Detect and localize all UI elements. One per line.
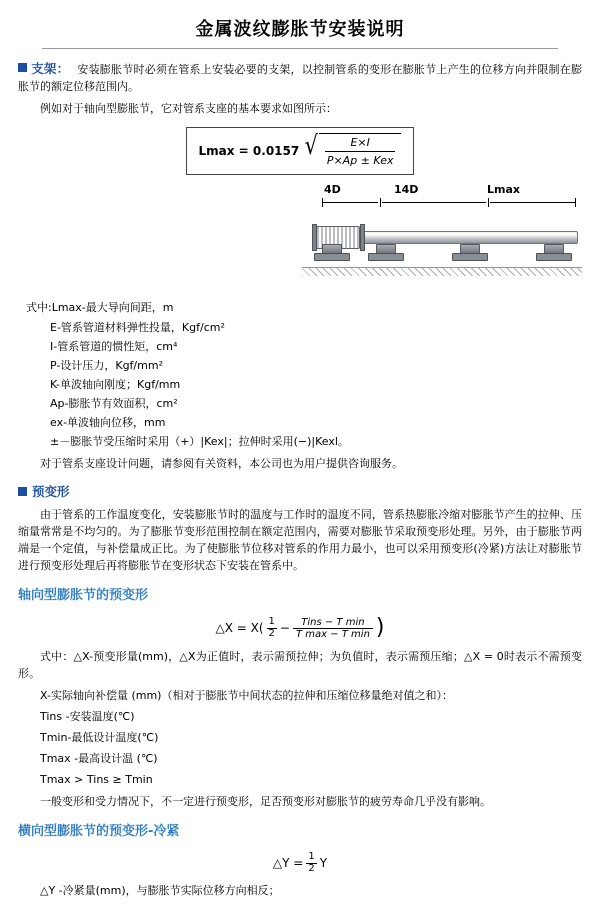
axial-eq-rhs: ) — [375, 615, 385, 641]
axial-subsection-heading: 轴向型膨胀节的预变形 — [18, 588, 149, 604]
axial-eq-temp-fraction — [293, 617, 373, 640]
figure-label-lmax: Lmax — [487, 183, 520, 197]
support-service-note: 对于管系支座设计问题，请参阅有关资料，本公司也为用户提供咨询服务。 — [40, 456, 403, 470]
symbol-legend — [26, 299, 582, 449]
lateral-predeform-equation — [18, 852, 582, 874]
axial-eq-coef-den: 2 — [268, 627, 275, 639]
lateral-subsection-heading: 横向型膨胀节的预变形-冷紧 — [18, 823, 180, 839]
legend-lead: 式中:Lmax-最大导向间距，m — [26, 301, 174, 315]
figure-support-2 — [368, 244, 402, 260]
sqrt-icon: √ $\frac{E\times I}{\text{P×Ap ± Kex}}$ — [303, 133, 401, 169]
lmax-formula-lhs: Lmax = 0.0157 — [198, 144, 300, 159]
axial-item-range: Tmax > Tins ≥ Tmin — [40, 772, 153, 786]
lateral-eq-rhs: Y — [319, 855, 328, 870]
legend-item-ap: Ap-膨胀节有效面积，cm² — [50, 396, 178, 410]
axial-item-tmin: Tmin-最低设计温度(℃) — [40, 730, 159, 744]
axial-item-tmax: Tmax -最高设计温 (℃) — [40, 751, 158, 765]
predeform-section-heading: 预变形 — [32, 483, 70, 499]
axial-symbol-list — [40, 687, 582, 788]
figure-dimension-labels — [302, 181, 582, 197]
figure-support-4 — [536, 244, 570, 260]
figure-label-4d: 4D — [324, 183, 341, 197]
legend-item-e: E-管系管道材料弹性投量，Kgf/cm² — [50, 320, 225, 334]
figure-pipe-assembly — [302, 211, 582, 291]
axial-predeform-equation — [18, 617, 582, 640]
figure-support-1 — [314, 244, 348, 260]
axial-item-x: X-实际轴向补偿量 (mm)（相对于膨胀节中间状态的拉伸和压缩位移量绝对值之和）： — [40, 688, 453, 702]
legend-item-k: K-单波轴向刚度；Kgf/mm — [50, 377, 181, 391]
figure-ground-hatch — [302, 267, 582, 276]
axial-item-tins: Tins -安装温度(℃) — [40, 709, 135, 723]
axial-eq-coef-num: 1 — [268, 616, 275, 628]
lateral-eq-lhs: △Y = — [272, 855, 304, 870]
axial-eq-frac-den: T max − T min — [295, 628, 370, 640]
figure-flange-right — [360, 224, 365, 251]
lateral-eq-den: 2 — [308, 862, 315, 874]
axial-tail-note: 一般变形和受力情况下，不一定进行预变形，足否预变形对膨胀节的疲劳寿命几乎没有影响。 — [40, 794, 491, 808]
axial-eq-frac-num: Tins − T min — [293, 617, 373, 629]
lateral-eq-num: 1 — [308, 851, 315, 863]
legend-sign-note: ±－膨胀节受压缩时采用（+）|Kex|；拉伸时采用(−)|Kexl。 — [50, 434, 349, 448]
figure-support-3 — [452, 244, 486, 260]
figure-label-14d: 14D — [394, 183, 419, 197]
axial-eq-coefficient — [267, 617, 277, 639]
section-marker-icon — [18, 487, 27, 496]
support-section-heading: 支架： — [31, 60, 70, 76]
axial-eq-minus: − — [279, 620, 290, 635]
lmax-numerator: E×I — [325, 134, 396, 152]
title-divider — [42, 48, 558, 49]
predeform-paragraph: 由于管系的工作温度变化，安装膨胀节时的温度与工作时的温度不同，管系热膨胀冷缩对膨胀节产生的拉伸、压缩量常常是不均匀的。为了膨胀节变形范围控制在额定范围内，需要对膨胀节采取预变形处理。另外，由于膨胀节两端是一个定值，与补偿量成正比。为了使膨胀节位移对管系的作用力最小，也可以采用预变形(冷紧)方法让对膨胀节进行预变形处理后再将膨胀节在变形状态下安装在管系中。 — [18, 508, 582, 573]
lmax-denominator: P×Ap ± Kex — [326, 154, 394, 168]
predeform-section-head — [18, 482, 582, 501]
axial-eq-lhs: △X = X( — [215, 620, 264, 635]
legend-item-p: P-设计压力，Kgf/mm² — [50, 358, 163, 372]
lateral-note: △Y -冷紧量(mm)，与膨胀节实际位移方向相反； — [40, 884, 280, 898]
axial-where-line: 式中：△X-预变形量(mm)，△X为正值时，表示需预拉伸；为负值时，表示需预压缩；△X = 0时表示不需预变形。 — [18, 649, 582, 680]
legend-item-i: I-管系管道的惯性矩，cm⁴ — [50, 339, 178, 353]
support-example-line: 例如对于轴向型膨胀节，它对管系支座的基本要求如图所示： — [40, 102, 337, 116]
support-intro-text: 安装膨胀节时必须在管系上安装必要的支架，以控制管系的变形在膨胀节上产生的位移方向并限制在膨胀节的额定位移范围内。 — [18, 62, 582, 94]
lmax-formula — [186, 127, 415, 175]
page-title: 金属波纹膨胀节安装说明 — [195, 19, 405, 40]
support-intro-paragraph — [18, 59, 582, 95]
figure-dimension-line — [322, 198, 576, 207]
lateral-eq-fraction — [306, 852, 316, 874]
legend-item-ex: ex-单波轴向位移，mm — [50, 415, 166, 429]
section-marker-icon — [18, 63, 27, 72]
axial-support-figure — [302, 181, 582, 293]
